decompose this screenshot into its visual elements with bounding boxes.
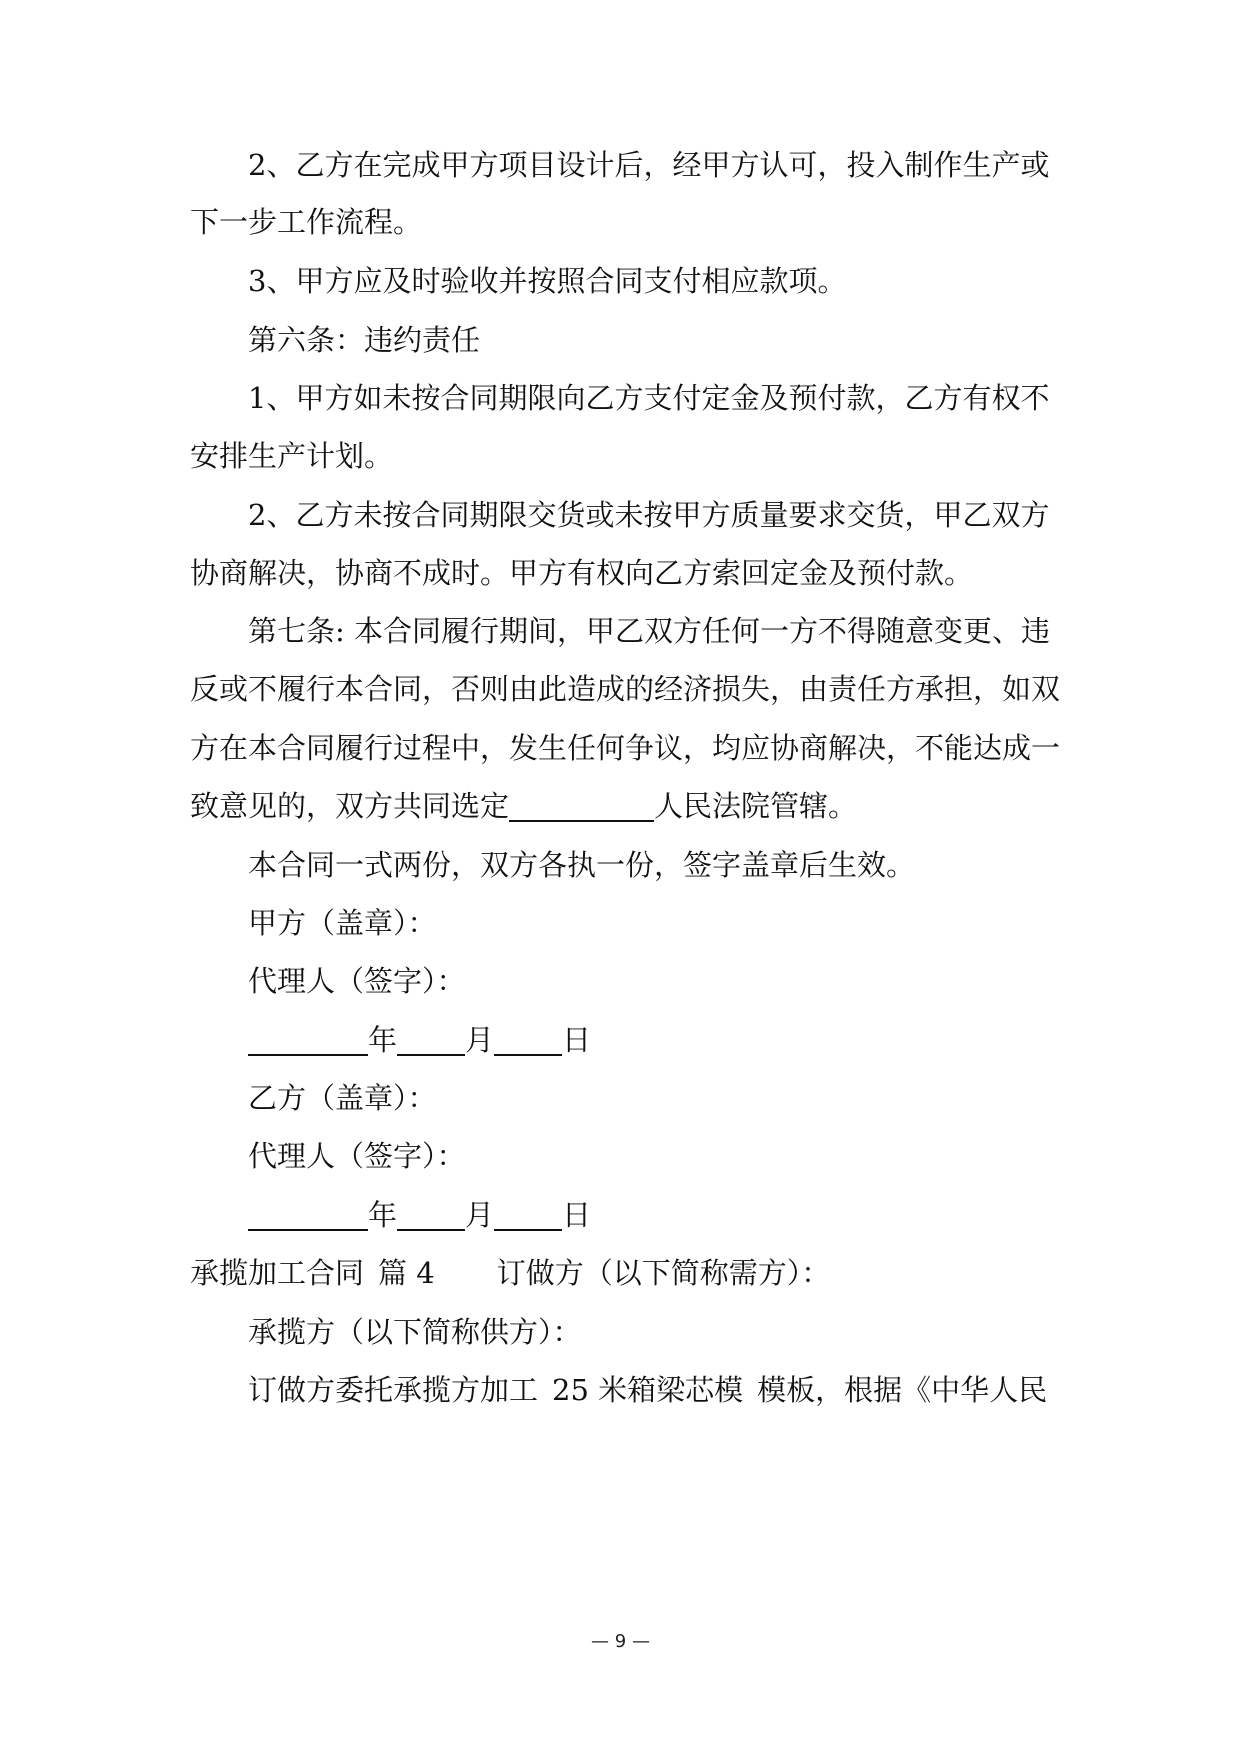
paragraph-line — [248, 1370, 1047, 1410]
day-blank[interactable] — [494, 1024, 562, 1056]
paragraph-line: 反或不履行本合同，否则由此造成的经济损失，由责任方承担，如双 — [190, 672, 1061, 706]
paragraph-text: 人民法院管辖。 — [654, 789, 858, 823]
party-b-seal-label: 乙方（盖章）： — [248, 1081, 437, 1115]
paragraph-line: 2、乙方未按合同期限交货或未按甲方质量要求交货，甲乙双方 — [248, 498, 1050, 532]
page-number: — 9 — — [591, 1631, 650, 1652]
paragraph-line: 2、乙方在完成甲方项目设计后，经甲方认可，投入制作生产或 — [248, 148, 1050, 182]
paragraph-line: 协商解决，协商不成时。甲方有权向乙方索回定金及预付款。 — [190, 556, 974, 590]
paragraph-line: 1、甲方如未按合同期限向乙方支付定金及预付款，乙方有权不 — [248, 381, 1050, 415]
paragraph-line: 下一步工作流程。 — [190, 205, 423, 239]
party-a-agent-label: 代理人（签字）： — [248, 964, 466, 998]
paragraph-text: 订做方委托承揽方加工 — [248, 1373, 539, 1407]
day-blank[interactable] — [494, 1199, 562, 1231]
year-label: 年 — [368, 1198, 398, 1232]
month-label: 月 — [465, 1198, 495, 1232]
paragraph-line — [190, 786, 857, 826]
paragraph-line: 本合同一式两份，双方各执一份，签字盖章后生效。 — [248, 848, 916, 882]
contractor-label: 承揽方（以下简称供方）： — [248, 1315, 582, 1349]
contract-title: 承揽加工合同 — [190, 1256, 365, 1290]
day-label: 日 — [562, 1198, 592, 1232]
year-blank[interactable] — [248, 1024, 368, 1056]
product-name: 25 米箱梁芯模 — [552, 1373, 744, 1407]
contract-heading-line — [190, 1253, 830, 1293]
court-name-blank[interactable] — [509, 790, 654, 822]
paragraph-line: 第七条: 本合同履行期间，甲乙双方任何一方不得随意变更、违 — [248, 614, 1050, 648]
paragraph-line: 方在本合同履行过程中，发生任何争议，均应协商解决，不能达成一 — [190, 731, 1061, 765]
year-label: 年 — [368, 1023, 398, 1057]
month-blank[interactable] — [397, 1024, 465, 1056]
contract-number: 篇 4 — [378, 1256, 435, 1290]
paragraph-line: 3、甲方应及时验收并按照合同支付相应款项。 — [248, 264, 847, 298]
month-blank[interactable] — [397, 1199, 465, 1231]
paragraph-text: 致意见的，双方共同选定 — [190, 789, 510, 823]
year-blank[interactable] — [248, 1199, 368, 1231]
party-a-date-line — [248, 1020, 591, 1060]
party-b-date-line — [248, 1195, 591, 1235]
month-label: 月 — [465, 1023, 495, 1057]
paragraph-line: 安排生产计划。 — [190, 439, 394, 473]
party-b-agent-label: 代理人（签字）： — [248, 1139, 466, 1173]
day-label: 日 — [562, 1023, 592, 1057]
orderer-label: 订做方（以下简称需方）： — [496, 1256, 831, 1290]
paragraph-text: 模板，根据《中华人民 — [757, 1373, 1048, 1407]
party-a-seal-label: 甲方（盖章）： — [248, 906, 437, 940]
article-heading: 第六条：违约责任 — [248, 323, 481, 357]
